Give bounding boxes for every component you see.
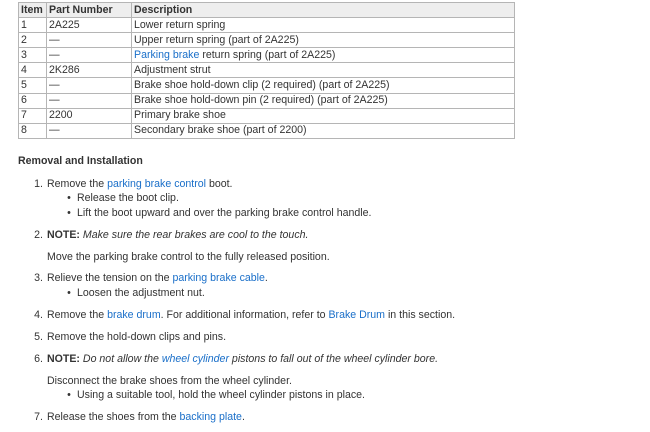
description-cell (132, 78, 515, 93)
step-5 (31, 330, 226, 344)
step-4 (31, 308, 455, 322)
item-cell: 8 (19, 123, 47, 138)
section-heading: Removal and Installation (18, 155, 143, 167)
step-text: . (264, 272, 268, 284)
step-2 (31, 228, 308, 242)
table-row (19, 48, 515, 63)
table-row (19, 63, 515, 78)
description-text: Upper return spring (part of 2A225) (134, 33, 299, 46)
item-cell: 5 (19, 78, 47, 93)
note-label: NOTE: (47, 353, 80, 365)
step-number: 3. (34, 272, 43, 284)
part-number-cell: — (47, 123, 132, 138)
item-cell: 4 (19, 63, 47, 78)
description-cell (132, 48, 515, 63)
table-header-row (19, 3, 515, 18)
step-text: in this section. (385, 309, 456, 321)
step-text: boot. (206, 178, 233, 190)
description-text: Lower return spring (134, 18, 226, 31)
step-text: Remove the (47, 178, 108, 190)
description-cell (132, 123, 515, 138)
description-text: Brake shoe hold-down pin (2 required) (part of 2A225) (134, 94, 388, 107)
note-text: pistons to fall out of the wheel cylinder bore. (228, 353, 439, 365)
step-text: Relieve the tension on the (47, 272, 173, 284)
step-number: 5. (34, 331, 43, 343)
part-number-cell: 2A225 (47, 18, 132, 33)
description-cell (132, 63, 515, 78)
description-text: Primary brake shoe (134, 109, 226, 122)
bullet-dot: • (67, 207, 71, 219)
table-row (19, 108, 515, 123)
description-text: Secondary brake shoe (part of 2200) (134, 124, 307, 137)
step-number: 6. (34, 353, 43, 365)
step-1 (31, 177, 233, 191)
table-row (19, 93, 515, 108)
description-cell (132, 108, 515, 123)
step-3 (31, 271, 268, 285)
parking-brake-control-link[interactable]: parking brake control (107, 178, 206, 190)
step-6-paragraph: Disconnect the brake shoes from the wheel cylinder. (47, 375, 292, 387)
description-text: Adjustment strut (134, 63, 211, 76)
item-cell: 2 (19, 33, 47, 48)
table-row (19, 33, 515, 48)
item-cell: 6 (19, 93, 47, 108)
bullet-text: Release the boot clip. (77, 192, 179, 204)
step-number: 4. (34, 309, 43, 321)
header-item: Item (19, 3, 47, 18)
step-text: Remove the hold-down clips and pins. (47, 331, 227, 343)
step-7 (31, 410, 245, 424)
step-number: 2. (34, 229, 43, 241)
backing-plate-link[interactable]: backing plate (179, 411, 242, 423)
item-cell: 1 (19, 18, 47, 33)
part-number-cell: — (47, 93, 132, 108)
part-number-cell: — (47, 78, 132, 93)
part-number-cell: — (47, 48, 132, 63)
part-number-cell: 2K286 (47, 63, 132, 78)
step-2-paragraph: Move the parking brake control to the fully released position. (47, 251, 330, 263)
description-cell (132, 33, 515, 48)
brake-drum-reference-link[interactable]: Brake Drum (328, 309, 385, 321)
parking-brake-cable-link[interactable]: parking brake cable (172, 272, 265, 284)
description-text: return spring (part of 2A225) (199, 48, 336, 61)
description-cell (132, 93, 515, 108)
bullet-text: Lift the boot upward and over the parking brake control handle. (77, 207, 372, 219)
bullet-dot: • (67, 389, 71, 401)
part-number-cell: 2200 (47, 108, 132, 123)
description-text: Brake shoe hold-down clip (2 required) (part of 2A225) (134, 79, 390, 92)
step-text: Release the shoes from the (47, 411, 180, 423)
table-row (19, 18, 515, 33)
bullet-dot: • (67, 287, 71, 299)
step-text: Remove the (47, 309, 108, 321)
item-cell: 7 (19, 108, 47, 123)
table-row (19, 123, 515, 138)
step-number: 7. (34, 411, 43, 423)
table-row (19, 78, 515, 93)
step-text: . (241, 411, 245, 423)
step-text: . For additional information, refer to (160, 309, 329, 321)
bullet-text: Using a suitable tool, hold the wheel cylinder pistons in place. (77, 389, 365, 401)
bullet-dot: • (67, 192, 71, 204)
step-6 (31, 352, 438, 366)
item-cell: 3 (19, 48, 47, 63)
note-text: Do not allow the (82, 353, 162, 365)
parts-table (18, 2, 515, 139)
description-cell (132, 18, 515, 33)
step-number: 1. (34, 178, 43, 190)
header-description: Description (132, 3, 515, 18)
header-part-number: Part Number (47, 3, 132, 18)
parking-brake-link[interactable]: Parking brake (134, 48, 200, 61)
note-text: Make sure the rear brakes are cool to the touch. (82, 229, 309, 241)
note-label: NOTE: (47, 229, 80, 241)
wheel-cylinder-link[interactable]: wheel cylinder (161, 353, 229, 365)
part-number-cell: — (47, 33, 132, 48)
bullet-text: Loosen the adjustment nut. (77, 287, 205, 299)
brake-drum-link[interactable]: brake drum (107, 309, 161, 321)
